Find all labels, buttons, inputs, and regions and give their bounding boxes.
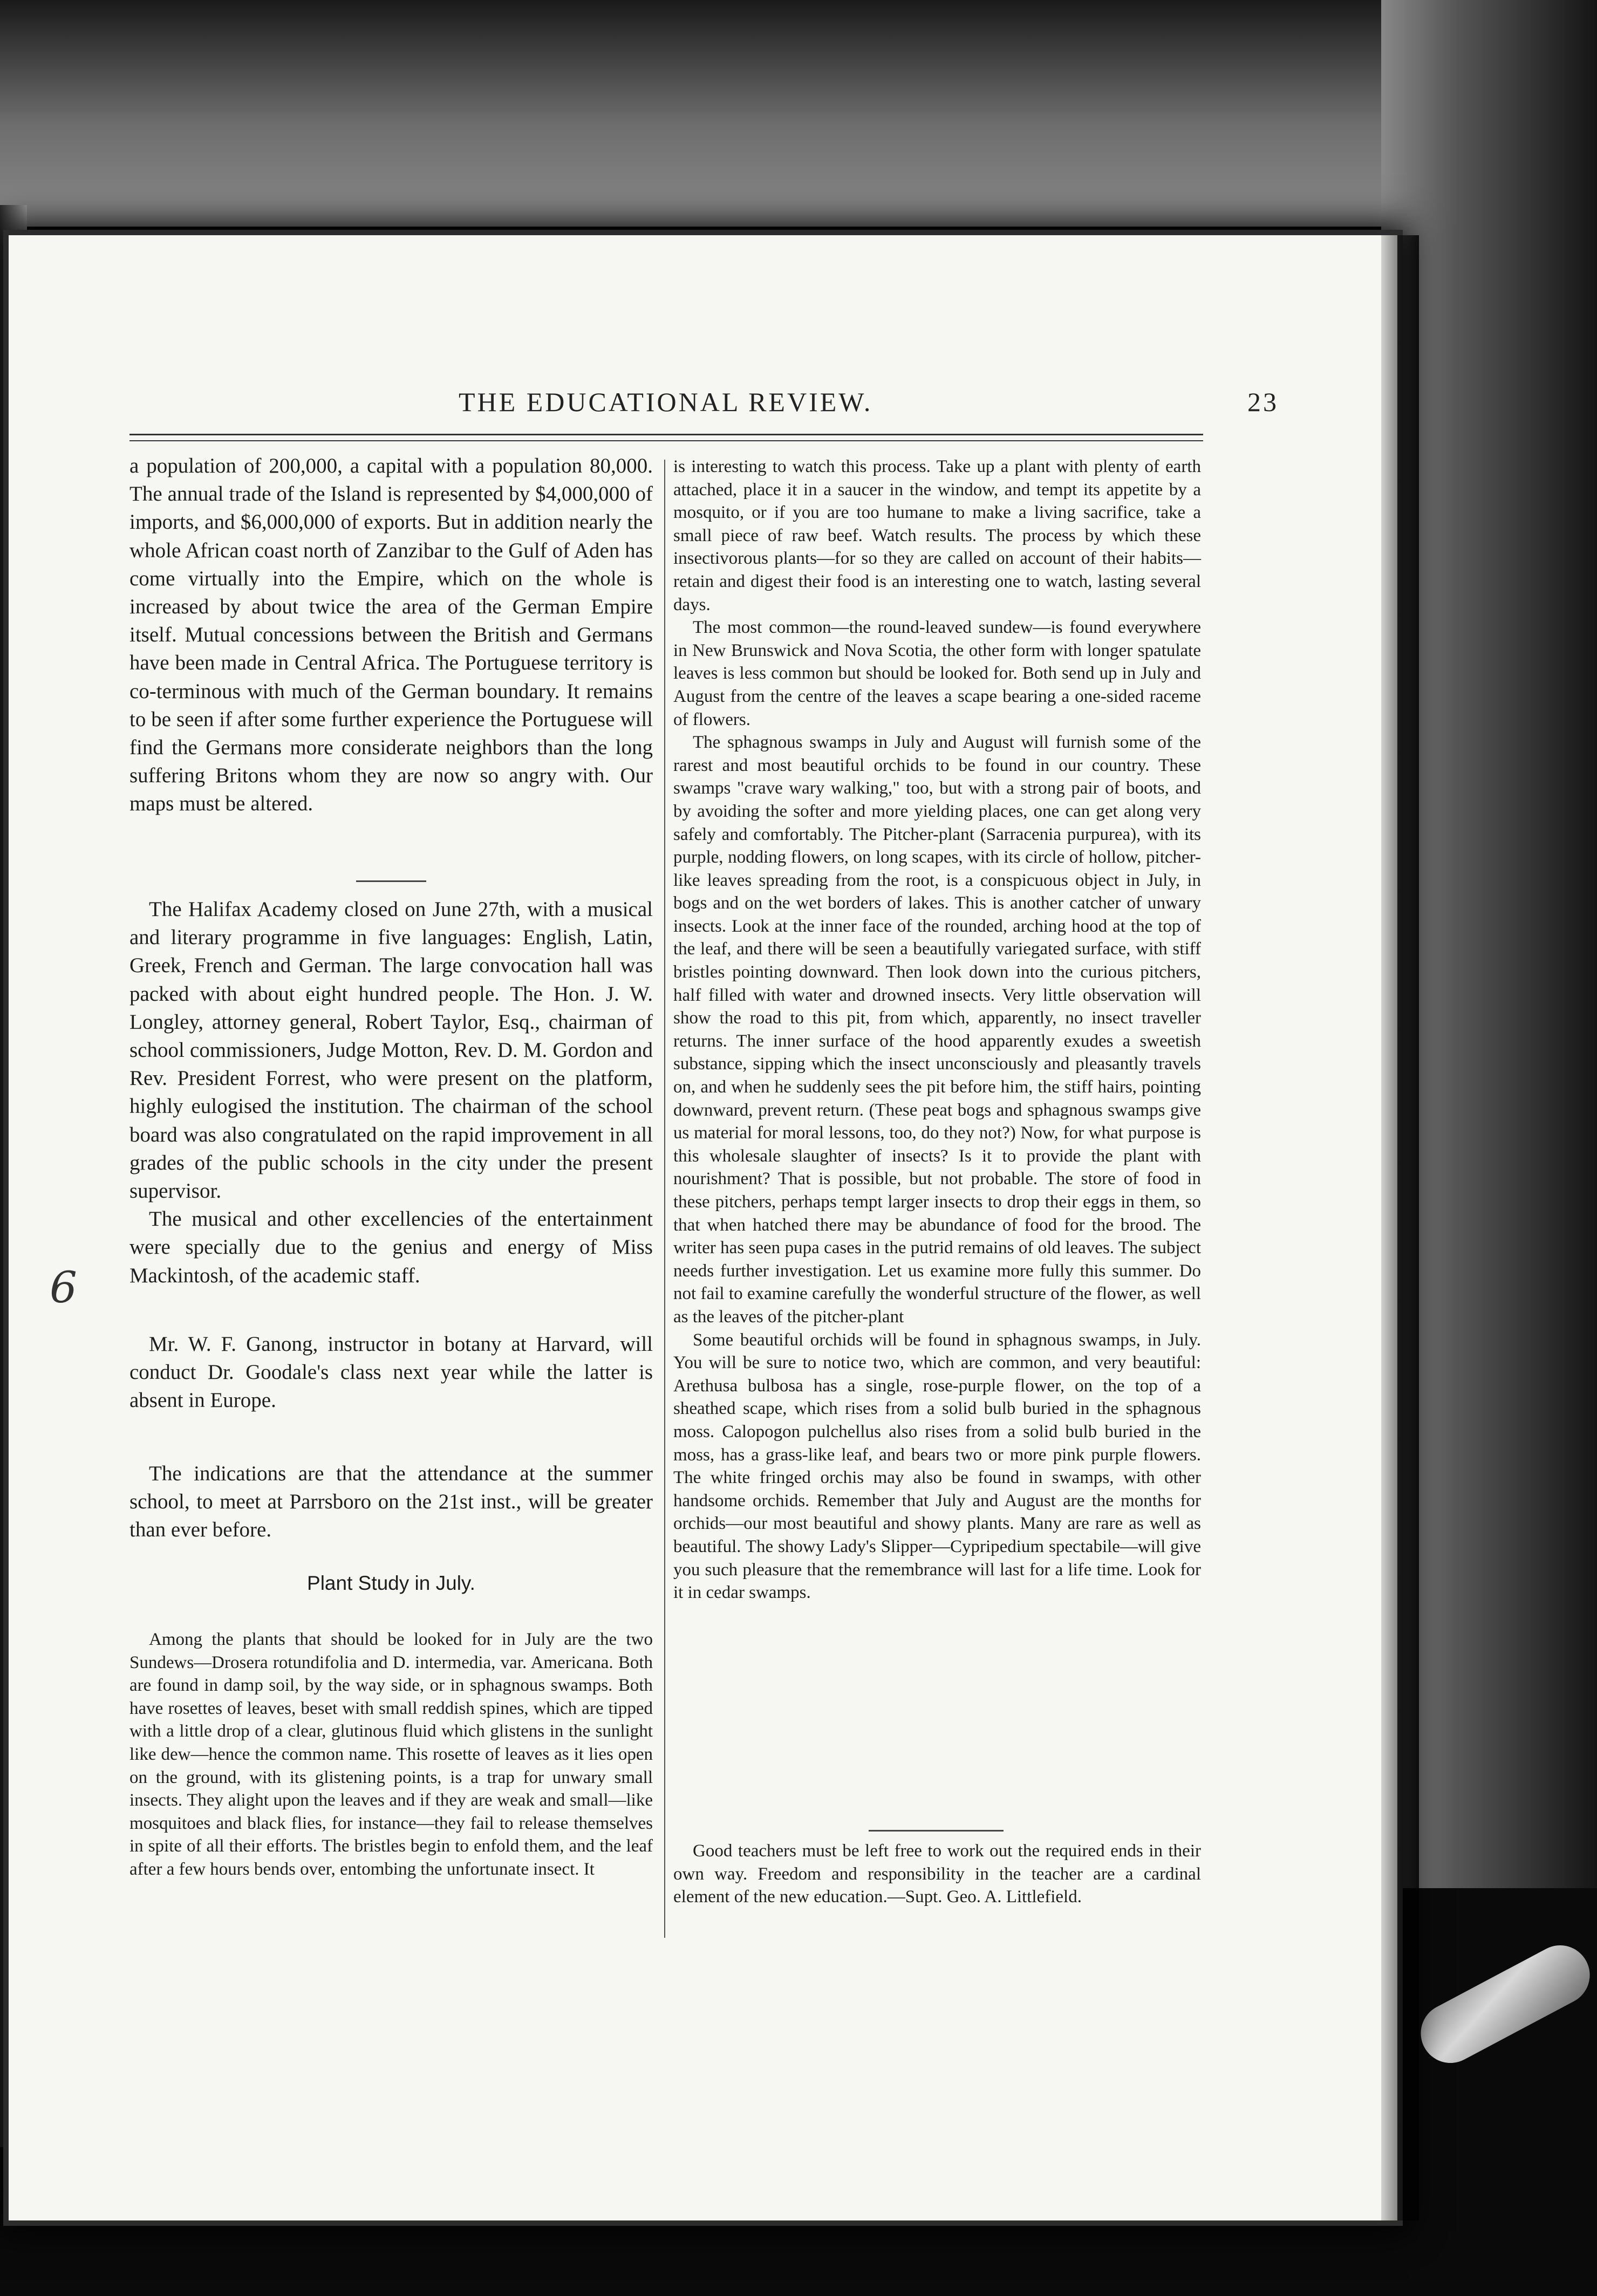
right-column	[673, 455, 1201, 1604]
scan-shadow-top	[0, 0, 1597, 227]
page-edge-shadow	[1381, 235, 1419, 2220]
handwritten-margin-note: 6	[50, 1262, 77, 1313]
publication-title: THE EDUCATIONAL REVIEW.	[459, 387, 873, 417]
section-divider	[356, 880, 426, 882]
section-heading: Plant Study in July.	[307, 1572, 475, 1594]
left-column	[129, 1330, 653, 1415]
article-paragraph: The musical and other excellencies of the entertainment were specially due to the genius and energy of Miss Mackintosh, of the academic staff.	[129, 1207, 653, 1287]
article-paragraph: Some beautiful orchids will be found in sphagnous swamps, in July. You will be sure to notice two, which are common, and very beautiful: Arethusa bulbosa has a single, rose-purple flower, on the top of a sheathed scape, which rises from a solid bulb buried in the sphagnous moss. Calopogon pulchellus also rises from a solid bulb buried in the moss, has a grass-like leaf, and bears two or more pink purple flowers. The white fringed orchis may also be found in swamps, with other handsome orchids. Remember that July and August are the months for orchids—our most beautiful and showy plants. Many are rare as well as beautiful. The showy Lady's Slipper—Cypripedium spectabile—will give you such pleasure that the remembrance will last for a life time. Look for it in cedar swamps.	[673, 1330, 1201, 1603]
article-paragraph: The most common—the round-leaved sundew—is found everywhere in New Brunswick and Nova Scotia, the other form with longer spatulate leaves is less common but should be looked for. Both send up in July and August from the centre of the leaves a scape bearing a one-sided raceme of flowers.	[673, 618, 1201, 729]
left-column	[129, 1460, 653, 1545]
section-divider	[869, 1830, 1004, 1832]
left-column	[129, 1628, 653, 1881]
article-paragraph: The Halifax Academy closed on June 27th, with a musical and literary programme in five languages: English, Latin, Greek, French and German. The large convocation hall was packed with about eight hundred people. The Hon. J. W. Longley, attorney general, Robert Taylor, Esq., chairman of school commissioners, Judge Motton, Rev. D. M. Gordon and Rev. President Forrest, who were present on the platform, highly eulogised the institution. The chairman of the school board was also congratulated on the rapid improvement in all grades of the public schools in the city under the present supervisor.	[129, 898, 653, 1203]
column-divider	[664, 460, 665, 1938]
page-number: 23	[1247, 387, 1279, 417]
right-column	[673, 1840, 1201, 1909]
left-column	[129, 452, 653, 818]
article-paragraph: Mr. W. F. Ganong, instructor in botany at Harvard, will conduct Dr. Goodale's class next year while the latter is absent in Europe.	[129, 1332, 653, 1412]
article-paragraph: Among the plants that should be looked for in July are the two Sundews—Drosera rotundifolia and D. intermedia, var. Americana. Both are found in damp soil, by the way side, or in sphagnous swamps. Both have rosettes of leaves, beset with small reddish spines, which are tipped with a little drop of a clear, glutinous fluid which glistens in the sunlight like dew—hence the common name. This rosette of leaves as it lies open on the ground, with its glistening points, is a trap for unwary small insects. They alight upon the leaves and if they are weak and small—like mosquitoes and black flies, for instance—they fail to release themselves in spite of all their efforts. The bristles begin to enfold them, and the leaf after a few hours bends over, entombing the unfortunate insect. It	[129, 1630, 653, 1879]
quotation: Good teachers must be left free to work out the required ends in their own way. Freedom and responsibility in the teacher are a cardinal element of the new education.—Supt. Geo. A. Littlefield.	[673, 1841, 1201, 1907]
article-paragraph: a population of 200,000, a capital with a population 80,000. The annual trade of the Island is represented by $4,000,000 of imports, and $6,000,000 of exports. But in addition nearly the whole African coast north of Zanzibar to the Gulf of Aden has come virtually into the Empire, which on the whole is increased by about twice the area of the German Empire itself. Mutual concessions between the British and Germans have been made in Central Africa. The Portuguese territory is co-terminous with much of the German boundary. It remains to be seen if after some further experience the Portuguese will find the Germans more considerate neighbors than the long suffering Britons whom they are now so angry with. Our maps must be altered.	[129, 454, 653, 816]
scan-object	[1410, 1935, 1597, 2074]
left-column	[129, 896, 653, 1290]
article-paragraph: The indications are that the attendance at the summer school, to meet at Parrsboro on the 21st inst., will be greater than ever before.	[129, 1462, 653, 1542]
header-rule	[129, 434, 1203, 435]
header-rule-double	[129, 440, 1203, 441]
article-paragraph: is interesting to watch this process. Take up a plant with plenty of earth attached, place it in a saucer in the window, and tempt its appetite by a mosquito, or if you are too humane to make a living sacrifice, take a small piece of raw beef. Watch results. The process by which these insectivorous plants—for so they are called on account of their habits—retain and digest their food is an interesting one to watch, lasting several days.	[673, 457, 1201, 614]
article-paragraph: The sphagnous swamps in July and August will furnish some of the rarest and most beautiful orchids to be found in our country. These swamps "crave wary walking," too, but with a strong pair of boots, and by avoiding the softer and more yielding places, one can get along very safely and comfortably. The Pitcher-plant (Sarracenia purpurea), with its purple, nodding flowers, on long scapes, with its circle of hollow, pitcher-like leaves spreading from the root, is a conspicuous object in July, in bogs and on the wet borders of lakes. This is another catcher of unwary insects. Look at the inner face of the rounded, arching hood at the top of the leaf, and there will be seen a beautifully variegated surface, with stiff bristles pointing downward. Then look down into the curious pitchers, half filled with water and drowned insects. Very little observation will show the road to this pit, from which, apparently, no insect traveller returns. The inner surface of the hood apparently exudes a sweetish substance, sipping which the insect unconsciously and pleasantly travels on, and when he suddenly sees the pit before him, the stiff hairs, pointing downward, prevent return. (These peat bogs and sphagnous swamps give us material for moral lessons, too, do they not?) Now, for what purpose is this wholesale slaughter of insects? Is it to provide the plant with nourishment? That is possible, but not probable. The store of food in these pitchers, perhaps tempt larger insects to drop their eggs in them, so that when hatched there may be abundance of food for the brood. The writer has seen pupa cases in the putrid remains of old leaves. The subject needs further investigation. Let us examine more fully this summer. Do not fail to examine carefully the wonderful structure of the flower, as well as the leaves of the pitcher-plant	[673, 733, 1201, 1327]
